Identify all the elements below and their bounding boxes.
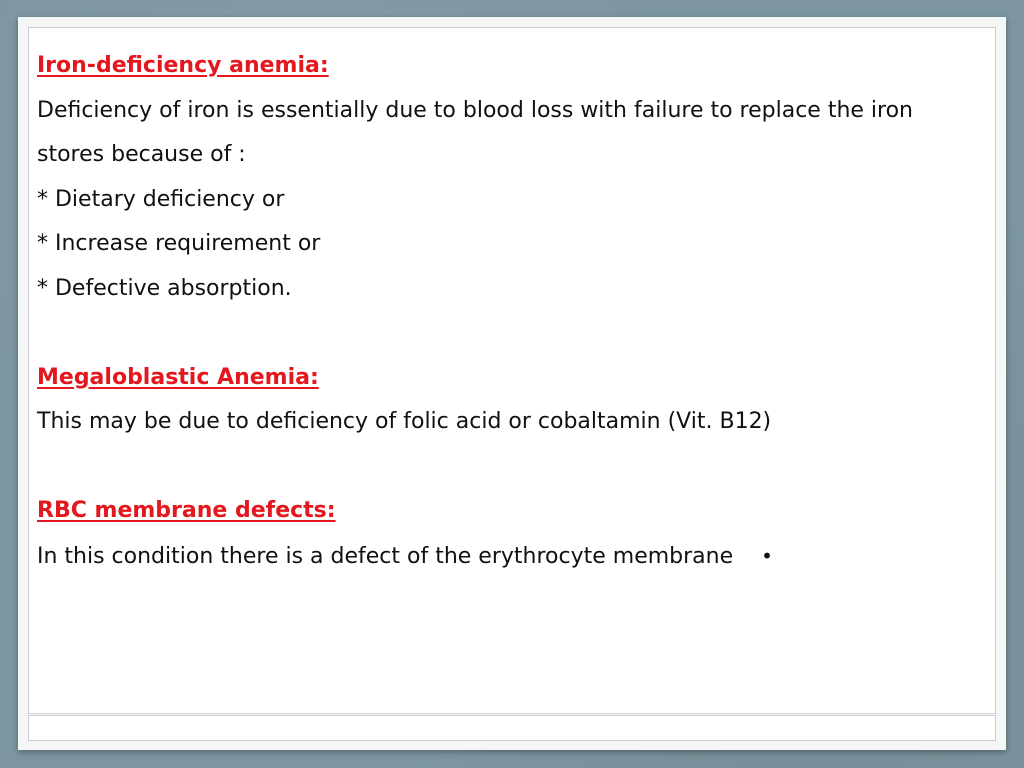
section-heading-iron-deficiency: Iron-deficiency anemia: xyxy=(37,53,329,78)
bullet-icon: • xyxy=(761,543,773,568)
text-line: This may be due to deficiency of folic acid or cobaltamin (Vit. B12) xyxy=(37,409,772,434)
spacer xyxy=(37,445,987,490)
text-line: Deficiency of iron is essentially due to blood loss with failure to replace the iron xyxy=(37,97,914,123)
list-item: * Dietary deficiency or xyxy=(37,186,285,212)
spacer xyxy=(37,311,987,356)
list-item: * Increase requirement or xyxy=(37,231,321,256)
text-line: In this condition there is a defect of the erythrocyte membrane xyxy=(37,543,734,569)
list-item: * Defective absorption. xyxy=(37,275,292,301)
slide-footer-strip xyxy=(28,715,996,741)
slide-content-area xyxy=(28,27,996,714)
section-heading-megaloblastic: Megaloblastic Anemia: xyxy=(37,364,319,390)
text-line-with-bullet xyxy=(37,534,987,579)
slide-body xyxy=(37,44,987,578)
section-heading-rbc-membrane: RBC membrane defects: xyxy=(37,498,336,523)
text-line: stores because of : xyxy=(37,142,246,167)
slide-frame xyxy=(18,17,1006,750)
